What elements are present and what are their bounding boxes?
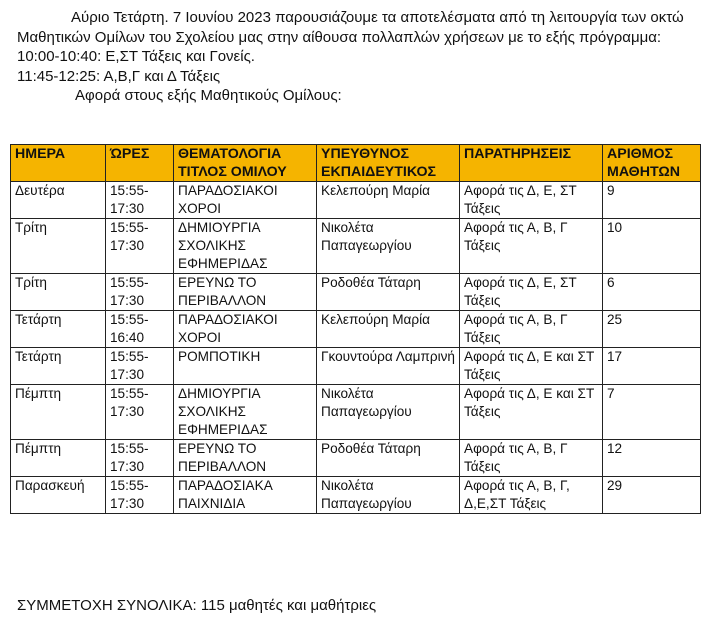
table-row [11,477,701,514]
cell-day: Πέμπτη [11,385,106,440]
cell-notes: Αφορά τις Α, Β, Γ Τάξεις [460,219,603,274]
header-day: ΗΜΕΡΑ [11,145,106,182]
cell-teacher: Ροδοθέα Τάταρη [317,274,460,311]
cell-day: Τρίτη [11,219,106,274]
cell-notes: Αφορά τις Δ, Ε και ΣΤ Τάξεις [460,385,603,440]
cell-topic: ΔΗΜΙΟΥΡΓΙΑ ΣΧΟΛΙΚΗΣ ΕΦΗΜΕΡΙΔΑΣ [174,385,317,440]
cell-topic: ΠΑΡΑΔΟΣΙΑΚΟΙ ΧΟΡΟΙ [174,182,317,219]
cell-hours: 15:55-17:30 [106,385,174,440]
header-teacher: ΥΠΕΥΘΥΝΟΣ ΕΚΠΑΙΔΕΥΤΙΚΟΣ [317,145,460,182]
cell-notes: Αφορά τις Δ, Ε, ΣΤ Τάξεις [460,182,603,219]
clubs-intro: Αφορά στους εξής Μαθητικούς Ομίλους: [75,87,342,104]
header-students: ΑΡΙΘΜΟΣ ΜΑΘΗΤΩΝ [603,145,701,182]
table-row [11,219,701,274]
cell-teacher: Γκουντούρα Λαμπρινή [317,348,460,385]
cell-topic: ΠΑΡΑΔΟΣΙΑΚΑ ΠΑΙΧΝΙΔΙΑ [174,477,317,514]
cell-students: 6 [603,274,701,311]
cell-students: 25 [603,311,701,348]
cell-students: 7 [603,385,701,440]
cell-day: Τετάρτη [11,348,106,385]
table-row [11,440,701,477]
cell-students: 9 [603,182,701,219]
cell-hours: 15:55-17:30 [106,348,174,385]
clubs-table [10,144,701,514]
cell-hours: 15:55-16:40 [106,311,174,348]
cell-hours: 15:55-17:30 [106,440,174,477]
table-header-row [11,145,701,182]
header-topic: ΘΕΜΑΤΟΛΟΓΙΑ ΤΙΤΛΟΣ ΟΜΙΛΟΥ [174,145,317,182]
cell-notes: Αφορά τις Δ, Ε, ΣΤ Τάξεις [460,274,603,311]
intro-paragraph: Αύριο Τετάρτη. 7 Ιουνίου 2023 παρουσιάζουμε τα αποτελέσματα από τη λειτουργία των οκτώ Μαθητικών Ομίλων του Σχολείου μας στην αίθουσα πολλαπλών χρήσεων με το εξής πρόγραμμα: [17,9,684,46]
cell-students: 29 [603,477,701,514]
cell-teacher: Νικολέτα Παπαγεωργίου [317,477,460,514]
total-participation: ΣΥΜΜΕΤΟΧΗ ΣΥΝΟΛΙΚΑ: 115 μαθητές και μαθήτριες [17,597,377,614]
cell-topic: ΡΟΜΠΟΤΙΚΗ [174,348,317,385]
table-row [11,348,701,385]
cell-students: 17 [603,348,701,385]
cell-topic: ΕΡΕΥΝΩ ΤΟ ΠΕΡΙΒΑΛΛΟΝ [174,274,317,311]
schedule-line-1: 10:00-10:40: Ε,ΣΤ Τάξεις και Γονείς. [17,48,255,65]
intro-section [17,8,707,106]
cell-topic: ΠΑΡΑΔΟΣΙΑΚΟΙ ΧΟΡΟΙ [174,311,317,348]
cell-topic: ΔΗΜΙΟΥΡΓΙΑ ΣΧΟΛΙΚΗΣ ΕΦΗΜΕΡΙΔΑΣ [174,219,317,274]
cell-notes: Αφορά τις Α, Β, Γ Τάξεις [460,440,603,477]
schedule-line-2: 11:45-12:25: Α,Β,Γ και Δ Τάξεις [17,67,221,85]
cell-day: Τετάρτη [11,311,106,348]
cell-teacher: Νικολέτα Παπαγεωργίου [317,385,460,440]
cell-hours: 15:55-17:30 [106,182,174,219]
cell-day: Πέμπτη [11,440,106,477]
cell-hours: 15:55-17:30 [106,477,174,514]
cell-hours: 15:55-17:30 [106,219,174,274]
cell-day: Δευτέρα [11,182,106,219]
cell-notes: Αφορά τις Δ, Ε και ΣΤ Τάξεις [460,348,603,385]
table-row [11,311,701,348]
cell-notes: Αφορά τις Α, Β, Γ, Δ,Ε,ΣΤ Τάξεις [460,477,603,514]
table-row [11,274,701,311]
cell-day: Παρασκευή [11,477,106,514]
cell-hours: 15:55-17:30 [106,274,174,311]
cell-topic: ΕΡΕΥΝΩ ΤΟ ΠΕΡΙΒΑΛΛΟΝ [174,440,317,477]
header-notes: ΠΑΡΑΤΗΡΗΣΕΙΣ [460,145,603,182]
cell-notes: Αφορά τις Α, Β, Γ Τάξεις [460,311,603,348]
cell-teacher: Κελεπούρη Μαρία [317,182,460,219]
cell-students: 12 [603,440,701,477]
cell-teacher: Ροδοθέα Τάταρη [317,440,460,477]
cell-teacher: Κελεπούρη Μαρία [317,311,460,348]
cell-teacher: Νικολέτα Παπαγεωργίου [317,219,460,274]
cell-students: 10 [603,219,701,274]
cell-day: Τρίτη [11,274,106,311]
table-row [11,182,701,219]
table-row [11,385,701,440]
header-hours: ΏΡΕΣ [106,145,174,182]
